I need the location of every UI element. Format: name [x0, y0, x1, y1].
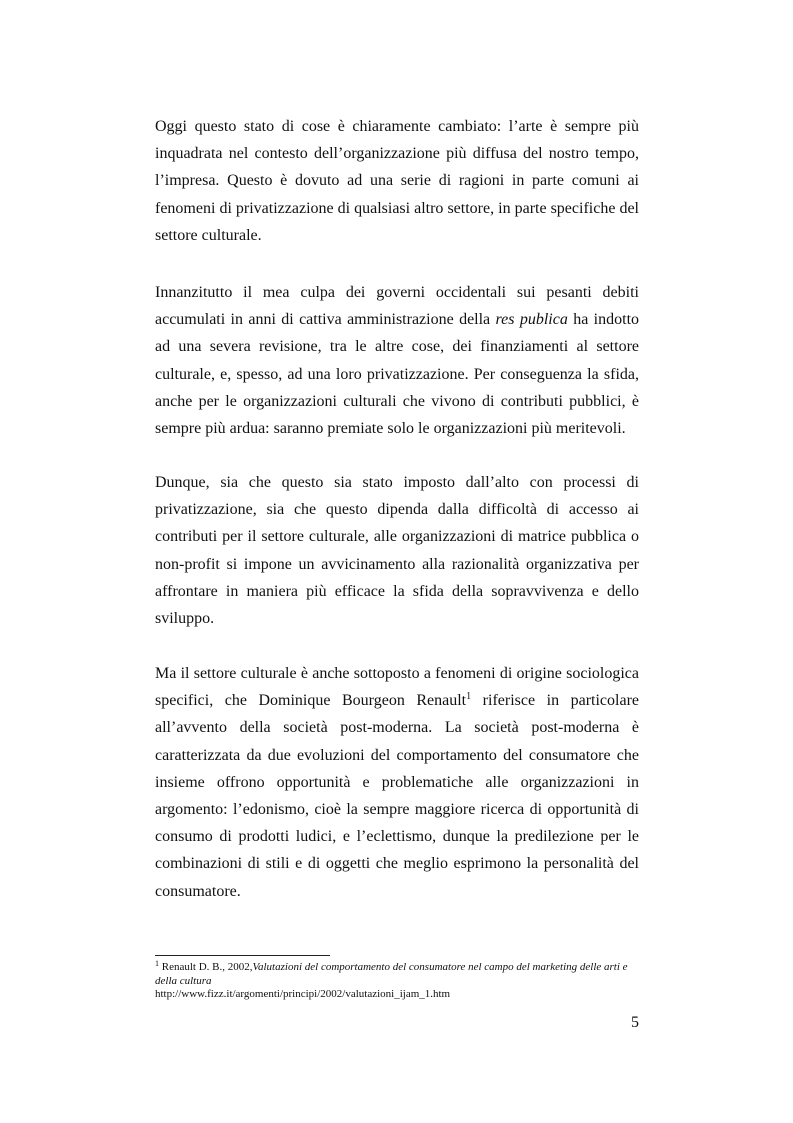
paragraph-2-text-end: ha indotto ad una severa revisione, tra le altre cose, dei finanziamenti al settore culturale, e, spesso, ad una loro privatizzazione. Per conseguenza la sfida, anche per le organizzazioni culturali che vivono di contributi pubblici, è sempre più ardua: saranno premiate solo le organizzazioni più meritevoli.	[155, 311, 640, 438]
footnote-separator	[155, 955, 330, 956]
res-publica-italic: res publica	[495, 311, 568, 329]
footnote-author: Renault D. B., 2002,	[159, 961, 253, 973]
paragraph-2	[155, 279, 639, 442]
footnote-reference[interactable]: 1	[466, 691, 472, 703]
footnote-title: Valutazioni del comportamento del consumatore nel campo del marketing delle arti e della cultura	[155, 961, 628, 987]
paragraph-2-text-start: Innanzitutto il mea culpa dei governi occidentali sui pesanti debiti accumulati in anni di cattiva amministrazione della	[155, 284, 639, 329]
paragraph-3	[155, 469, 639, 632]
paragraph-3-text: Dunque, sia che questo sia stato imposto dall’alto con processi di privatizzazione, sia che questo dipenda dalla difficoltà di accesso ai contributi per il settore culturale, alle organizzazioni di matrice pubblica o non-profit si impone un avvicinamento alla razionalità organizzativa per affrontare in maniera più efficace la sfida della sopravvivenza e dello sviluppo.	[155, 474, 639, 628]
footnote-url[interactable]: http://www.fizz.it/argomenti/principi/2002/valutazioni_ijam_1.htm	[155, 988, 451, 1001]
footnote-number: 1	[155, 959, 159, 968]
paragraph-1-text: Oggi questo stato di cose è chiaramente cambiato: l’arte è sempre più inquadrata nel contesto dell’organizzazione più diffusa del nostro tempo, l’impresa. Questo è dovuto ad una serie di ragioni in parte comuni ai fenomeni di privatizzazione di qualsiasi altro settore, in parte specifiche del settore culturale.	[155, 118, 639, 244]
paragraph-4	[155, 660, 639, 905]
paragraph-4-text-end: riferisce in particolare all’avvento della società post-moderna. La società post-moderna è caratterizzata da due evoluzioni del comportamento del consumatore che insieme offrono opportunità e problematiche alle organizzazioni in argomento: l’edonismo, cioè la sempre maggiore ricerca di opportunità di consumo di prodotti ludici, e l’eclettismo, dunque la predilezione per le combinazioni di stili e di oggetti che meglio esprimono la personalità del consumatore.	[155, 692, 640, 900]
page-number: 5	[631, 1014, 639, 1031]
paragraph-1	[155, 113, 639, 249]
paragraph-4-text-start: Ma il settore culturale è anche sottoposto a fenomeni di origine sociologica specifici, che Dominique Bourgeon Renault	[155, 665, 639, 710]
footnote	[155, 961, 639, 1002]
